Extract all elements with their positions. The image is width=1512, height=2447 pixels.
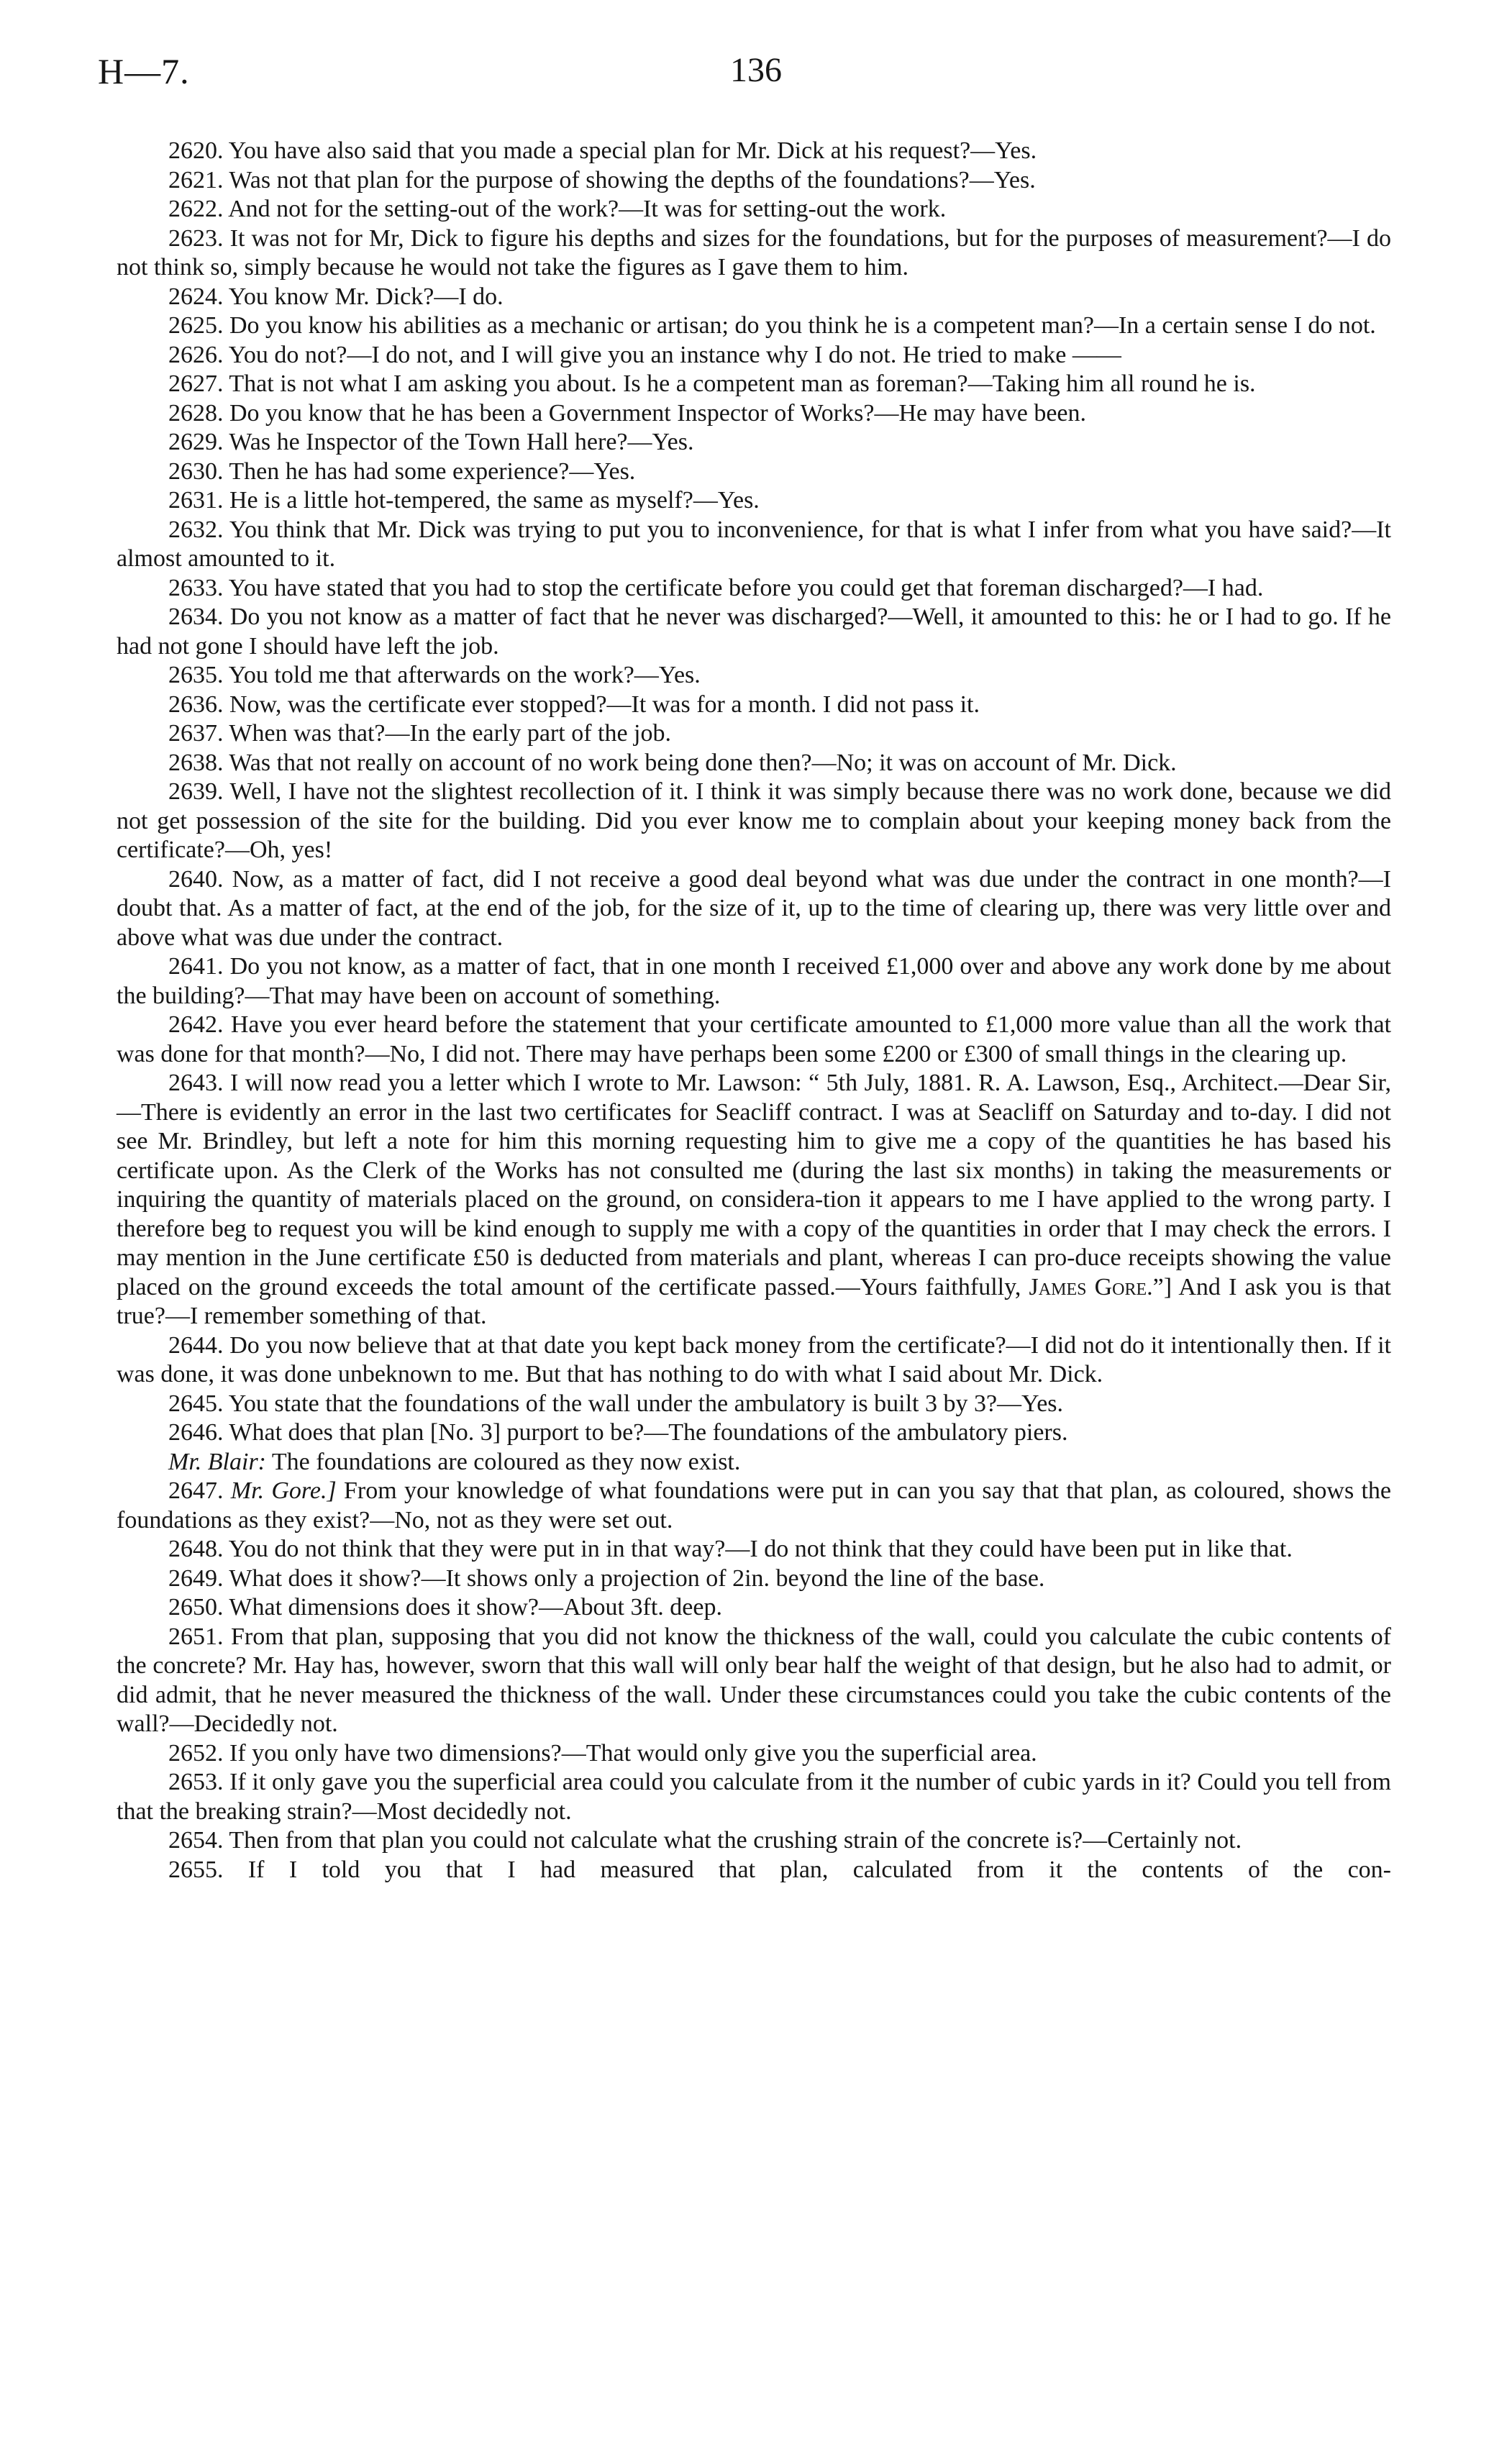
paragraph-text: The foundations are coloured as they now exist. (271, 1448, 741, 1475)
paragraph-text: Now, as a matter of fact, did I not receive a good deal beyond what was due under the contract in one month?—I doubt that. As a matter of fact, at the end of the job, for the size of it, up to the time of clearing up, there was very little over and above what was due under the contract. (117, 865, 1392, 951)
paragraph-text: Was not that plan for the purpose of showing the depths of the foundations?—Yes. (229, 166, 1036, 193)
question-number: 2644. (168, 1331, 224, 1359)
paragraph-2639 (117, 778, 1391, 865)
question-number: 2629. (168, 429, 224, 455)
paragraph-text: If you only have two dimensions?—That would only give you the superficial area. (229, 1739, 1037, 1767)
paragraph-text: If it only gave you the superficial area could you calculate from it the number of cubic yards in it? Could you tell from that the breaking strain?—Most decidedly not. (117, 1769, 1391, 1825)
paragraph-text: Do you now believe that at that date you kept back money from the certificate?—I did not do it intentionally then. If it was done, it was done unbeknown to me. But that has nothing to do with what I said about Mr. Dick. (117, 1331, 1391, 1387)
question-number: 2625. (168, 312, 224, 339)
paragraph-text: What does that plan [No. 3] purport to be?—The foundations of the ambulatory piers. (229, 1419, 1068, 1446)
paragraph-2620 (117, 137, 1391, 166)
paragraph-text: You have also said that you made a special plan for Mr. Dick at his request?—Yes. (228, 137, 1037, 164)
paragraph-2636 (117, 691, 1391, 720)
question-number: 2647. (168, 1477, 224, 1504)
question-number: 2621. (168, 166, 224, 193)
question-number: 2655. (168, 1856, 224, 1883)
paragraph-2634 (117, 603, 1391, 661)
paragraph-text: From that plan, supposing that you did not know the thickness of the wall, could you calculate the cubic contents of the concrete? Mr. Hay has, however, sworn that this wall will only bear half the weight of that design, but he also had to admit, or did admit, that he never measured the thickness of the wall. Under these circumstances could you take the cubic contents of the wall?—Decidedly not. (117, 1623, 1391, 1737)
question-number: 2628. (168, 399, 224, 427)
paragraph-2629 (117, 428, 1391, 457)
paragraph-text: What dimensions does it show?—About 3ft. deep. (229, 1594, 722, 1621)
paragraph-2633 (117, 574, 1391, 603)
paragraph-2655 (117, 1856, 1391, 1885)
paragraph-text: Was he Inspector of the Town Hall here?—Yes. (229, 429, 694, 455)
paragraph-text: Then he has had some experience?—Yes. (229, 457, 636, 485)
question-number: 2633. (168, 574, 224, 601)
paragraph-2638 (117, 749, 1391, 778)
paragraph-text: From your knowledge of what foundations were put in can you say that that plan, as coloured, shows the foundations as they exist?—No, not as they were set out. (117, 1477, 1392, 1534)
paragraph-text: Do you not know as a matter of fact that he never was discharged?—Well, it amounted to this: he or I had to go. If he had not gone I should have left the job. (117, 603, 1391, 660)
question-number: 2652. (168, 1739, 224, 1767)
paragraph-2622 (117, 195, 1391, 224)
paragraph-text: .”] And I ask you is that true?—I remember something of that. (117, 1273, 1391, 1329)
question-number: 2653. (168, 1769, 224, 1795)
paragraph-text: You do not think that they were put in in that way?—I do not think that they could have been put in like that. (228, 1536, 1293, 1562)
question-number: 2650. (168, 1594, 224, 1621)
paragraph-text: When was that?—In the early part of the job. (229, 720, 671, 747)
paragraph-2643 (117, 1069, 1391, 1331)
question-number: 2648. (168, 1536, 224, 1562)
paragraph-2635 (117, 661, 1391, 691)
paragraph-2647 (117, 1477, 1391, 1535)
speaker-name: Mr. Gore.] (230, 1477, 337, 1504)
paragraph-2654 (117, 1826, 1391, 1856)
paragraph-2630 (117, 457, 1391, 487)
question-number: 2643. (168, 1070, 224, 1096)
question-number: 2639. (168, 778, 224, 805)
question-number: 2642. (168, 1011, 224, 1038)
paragraph-text: Do you know his abilities as a mechanic or artisan; do you think he is a competent man?—In a certain sense I do not. (229, 312, 1376, 339)
question-number: 2637. (168, 720, 224, 747)
paragraph-text: You know Mr. Dick?—I do. (228, 283, 504, 310)
paragraph-2641 (117, 952, 1391, 1011)
paragraph-2628 (117, 399, 1391, 429)
question-number: 2620. (168, 137, 224, 164)
paragraph-2645 (117, 1390, 1391, 1419)
paragraph-text: He is a little hot-tempered, the same as myself?—Yes. (229, 487, 760, 514)
paragraph-text: Now, was the certificate ever stopped?—It was for a month. I did not pass it. (229, 691, 980, 718)
question-number: 2632. (168, 516, 224, 543)
speaker-name: Mr. Blair: (168, 1448, 266, 1475)
paragraph-2650 (117, 1593, 1391, 1623)
paragraph-2652 (117, 1739, 1391, 1769)
paragraph-text: What does it show?—It shows only a projection of 2in. beyond the line of the base. (229, 1564, 1045, 1592)
paragraph-text: It was not for Mr, Dick to figure his depths and sizes for the foundations, but for the purposes of measurement?—I do not think so, simply because he would not take the figures as I gave them to him. (117, 224, 1391, 281)
paragraph-2621 (117, 166, 1391, 196)
paragraph-text: And not for the setting-out of the work?—It was for setting-out the work. (228, 196, 947, 222)
question-number: 2634. (168, 603, 224, 630)
letter-text: I will now read you a letter which I wrote to Mr. Lawson: “ 5th July, 1881. R. A. Lawson, Esq., Architect.—Dear Sir,—There is evidently an error in the last two certificates for Seacliff contract. I was at Seacliff on Saturday and to-day. I did not see Mr. Brindley, but left a note for him this morning requesting him to give me a copy of the quantities he has based his certificate upon. As the Clerk of the Works has not consulted me (during the last six months) in taking the measurements or inquiring the quantity of materials placed on the ground, on considera-tion it appears to me I have applied to the wrong party. I therefore beg to request you will be kind enough to supply me with a copy of the quantities in order that I may check the errors. I may mention in the June certificate £50 is deducted from materials and plant, whereas I can pro-duce receipts showing the value placed on the ground exceeds the total amount of the certificate passed.—Yours faithfully, (117, 1070, 1392, 1300)
paragraph-2649 (117, 1564, 1391, 1594)
question-number: 2636. (168, 691, 224, 718)
paragraph-text: If I told you that I had measured that plan, calculated from it the contents of the con- (247, 1856, 1391, 1883)
paragraph-text: You told me that afterwards on the work?—Yes. (228, 662, 701, 688)
paragraph-2646 (117, 1418, 1391, 1448)
paragraph-2648 (117, 1535, 1391, 1564)
paragraph-2644 (117, 1331, 1391, 1390)
paragraph-2653 (117, 1768, 1391, 1826)
question-number: 2631. (168, 487, 224, 514)
paragraph-text: You have stated that you had to stop the certificate before you could get that foreman discharged?—I had. (228, 574, 1264, 601)
question-number: 2627. (168, 370, 224, 397)
question-number: 2646. (168, 1419, 224, 1446)
question-number: 2622. (168, 196, 224, 222)
paragraph-text: Then from that plan you could not calculate what the crushing strain of the concrete is?—Certainly not. (229, 1827, 1242, 1854)
paragraph-2637 (117, 719, 1391, 749)
question-number: 2635. (168, 662, 224, 688)
paragraph-2626 (117, 341, 1391, 370)
question-number: 2651. (168, 1623, 224, 1650)
question-number: 2630. (168, 457, 224, 485)
question-number: 2624. (168, 283, 224, 310)
page-number: 136 (730, 51, 782, 89)
paragraph-text: You do not?—I do not, and I will give you an instance why I do not. He tried to make —— (228, 341, 1121, 368)
question-number: 2640. (168, 865, 224, 893)
paragraph-2640 (117, 865, 1391, 953)
paragraph-2624 (117, 283, 1391, 312)
paragraph-2632 (117, 516, 1391, 574)
paragraph-text: Do you know that he has been a Government Inspector of Works?—He may have been. (229, 399, 1086, 427)
page-header (0, 50, 1512, 108)
testimony-body (117, 137, 1391, 1885)
paragraph-text: Was that not really on account of no work being done then?—No; it was on account of Mr. Dick. (229, 749, 1177, 776)
paragraph-2627 (117, 370, 1391, 399)
question-number: 2645. (168, 1390, 224, 1417)
paragraph-text: You think that Mr. Dick was trying to put you to inconvenience, for that is what I infer from what you have said?—It almost amounted to it. (117, 516, 1391, 572)
paragraph-text: Do you not know, as a matter of fact, that in one month I received £1,000 over and above any work done by me about the building?—That may have been on account of something. (117, 953, 1392, 1009)
question-number: 2654. (168, 1827, 224, 1854)
paragraph-2631 (117, 486, 1391, 516)
paragraph-text: Have you ever heard before the statement that your certificate amounted to £1,000 more value than all the work that was done for that month?—No, I did not. There may have perhaps been some £200 or £300 of small things in the clearing up. (117, 1011, 1391, 1067)
question-number: 2626. (168, 341, 224, 368)
paragraph-2651 (117, 1623, 1391, 1739)
question-number: 2641. (168, 953, 224, 980)
question-number: 2623. (168, 224, 224, 252)
question-number: 2638. (168, 749, 224, 776)
paragraph-2623 (117, 224, 1391, 283)
paragraph-text: That is not what I am asking you about. Is he a competent man as foreman?—Taking him all round he is. (229, 370, 1256, 397)
letter-signature: James Gore (1029, 1273, 1147, 1300)
paragraph-text: Well, I have not the slightest recollection of it. I think it was simply because there was no work done, because we did not get possession of the site for the building. Did you ever know me to complain about your keeping money back from the certificate?—Oh, yes! (117, 778, 1391, 863)
paragraph-2642 (117, 1011, 1391, 1069)
paragraph-blair-remark (117, 1448, 1391, 1477)
paragraph-text: You state that the foundations of the wall under the ambulatory is built 3 by 3?—Yes. (228, 1390, 1064, 1417)
question-number: 2649. (168, 1564, 224, 1592)
document-id: H—7. (98, 51, 190, 91)
paragraph-2625 (117, 311, 1391, 341)
